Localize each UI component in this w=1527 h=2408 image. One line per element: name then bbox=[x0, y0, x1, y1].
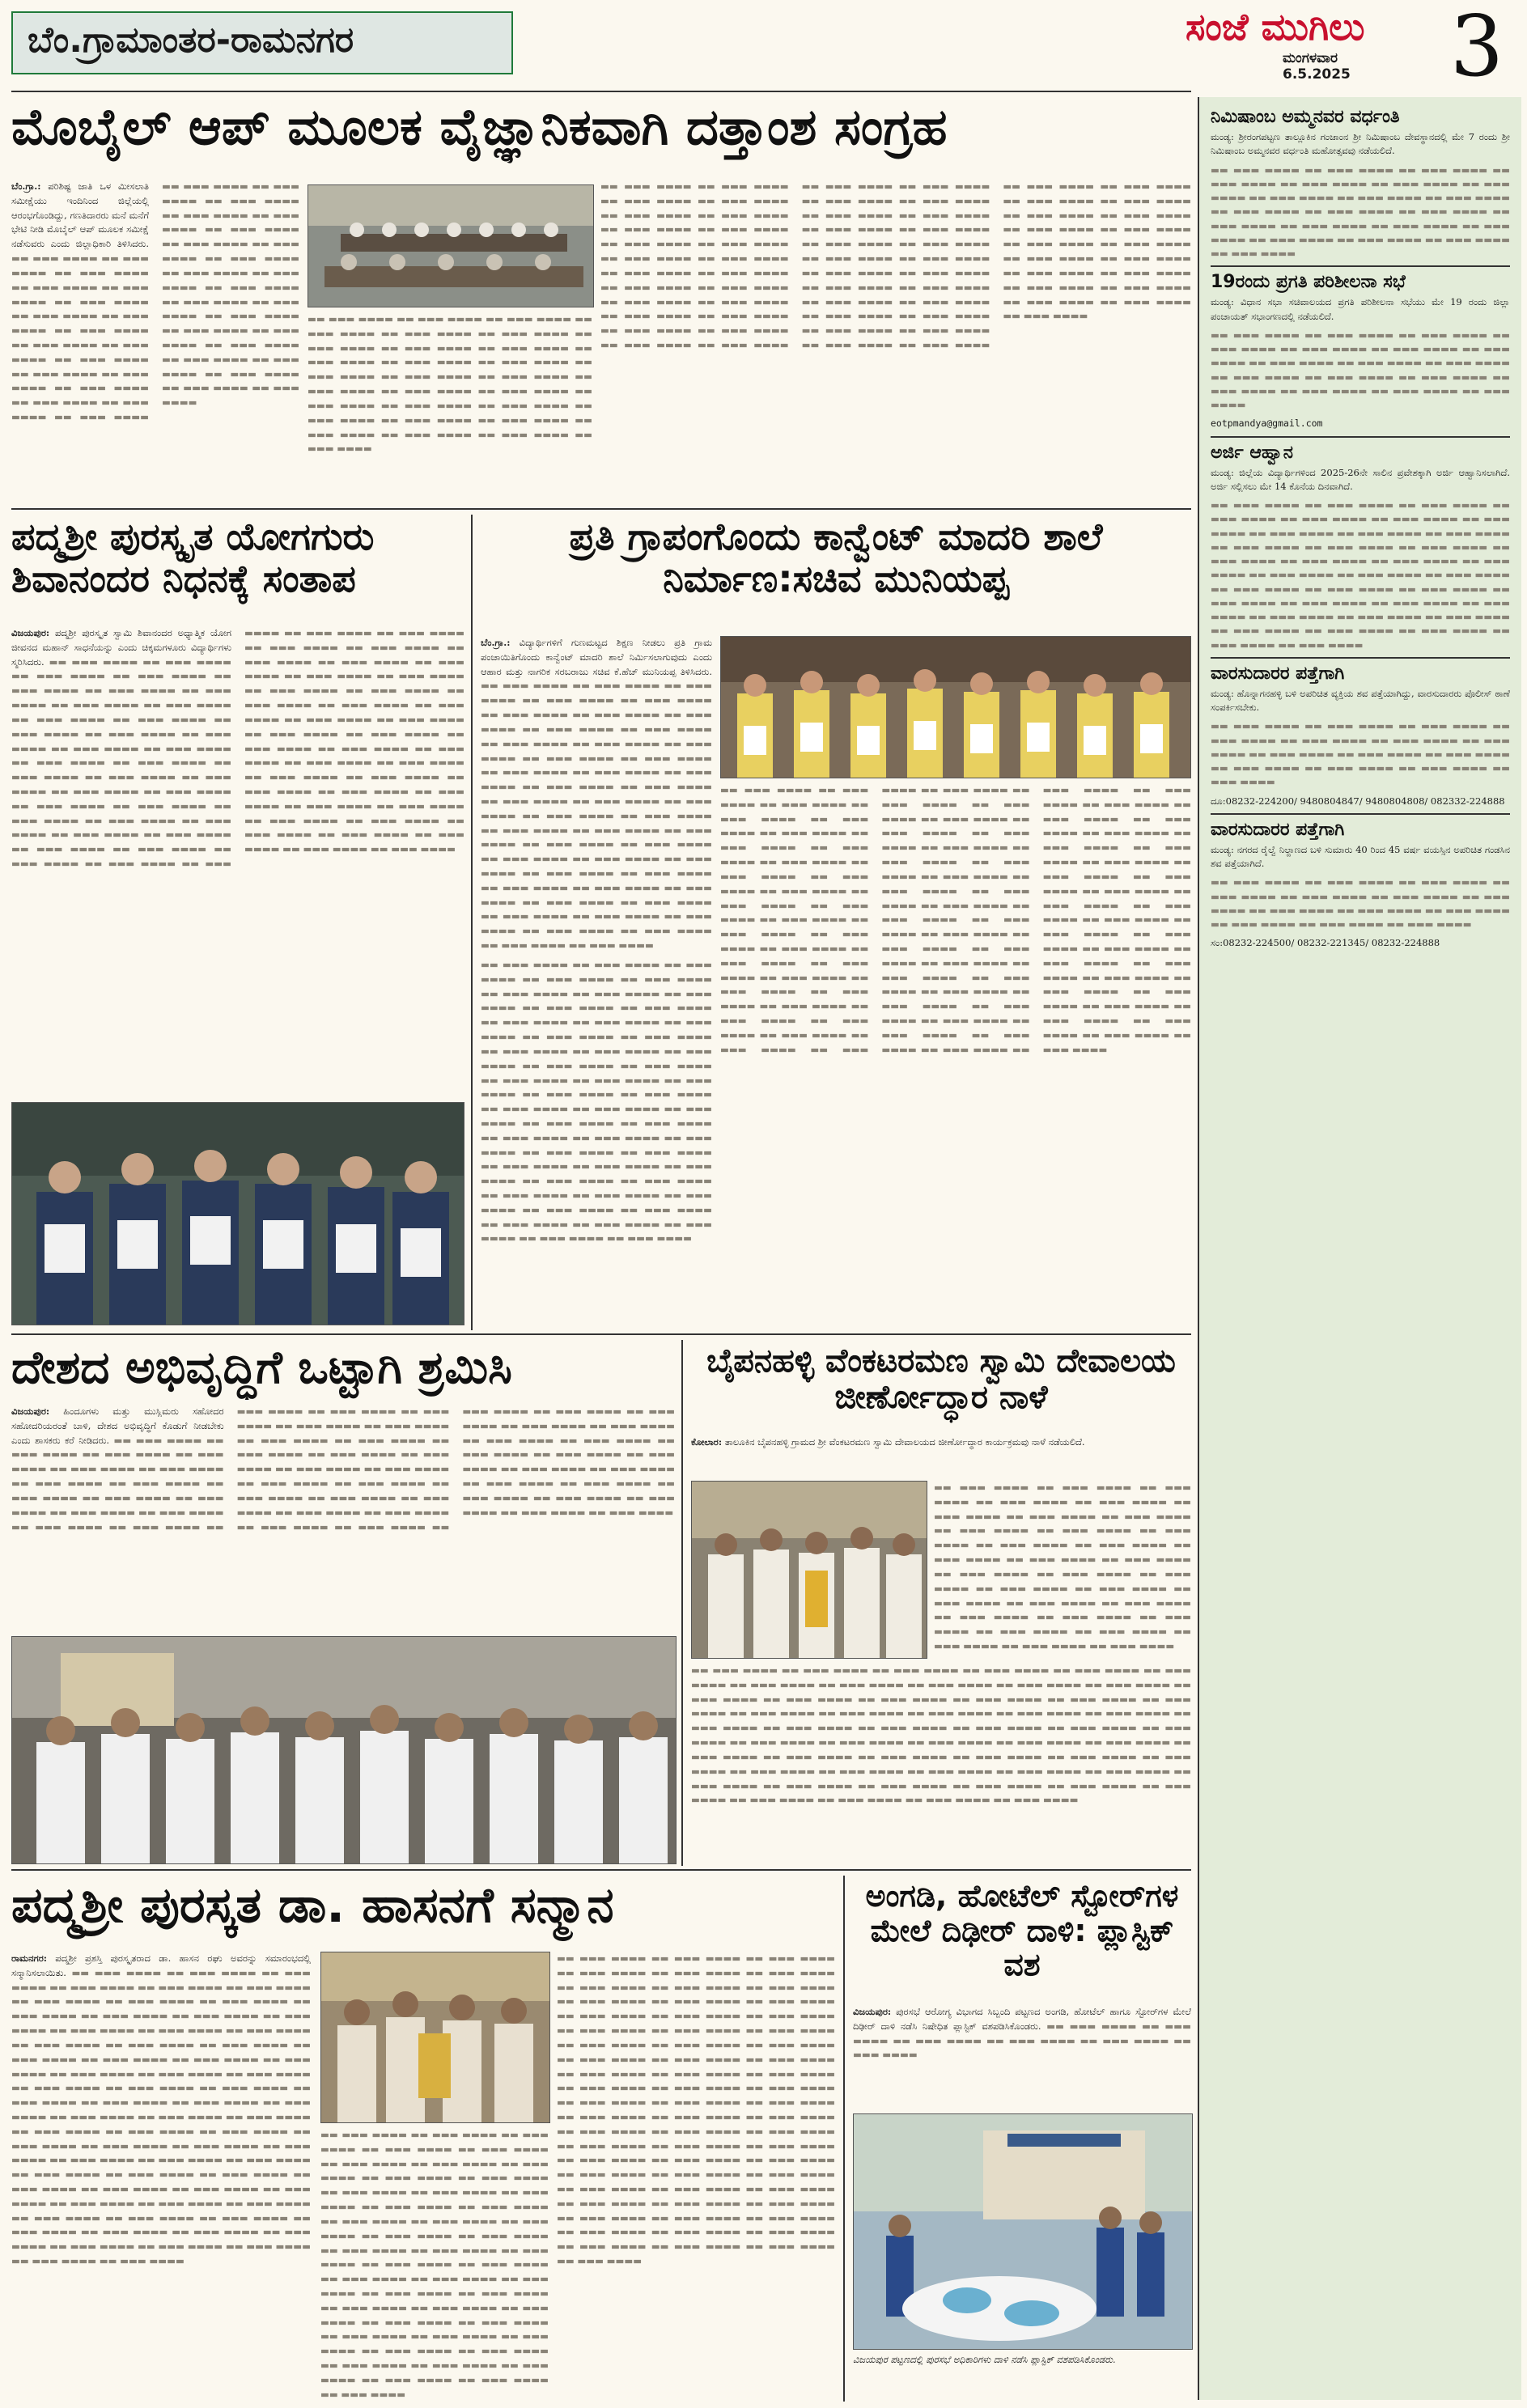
sidebar-text: ಮಂಡ್ಯ: ಜಿಲ್ಲೆಯ ವಿದ್ಯಾರ್ಥಿಗಳಿಂದ 2025-26ನೇ ಸಾಲಿನ ಪ್ರವೇಶಕ್ಕಾಗಿ ಅರ್ಜಿ ಆಹ್ವಾನಿಸಲಾಗಿದೆ. ಅರ್ಜಿ ಸಲ್ಲಿಸಲು ಮೇ 14 ಕೊನೆಯ ದಿನವಾಗಿದೆ. bbox=[1211, 466, 1510, 492]
students-photo bbox=[11, 1102, 464, 1325]
dateline: ಬೆಂ.ಗ್ರಾ.: bbox=[481, 637, 511, 648]
article-body-right: ▬▬ ▬▬▬ ▬▬▬▬ ▬▬ ▬▬▬ ▬▬▬▬ ▬▬ ▬▬▬ ▬▬▬▬ ▬▬ ▬▬▬ ▬▬▬▬ ▬▬ ▬▬▬ ▬▬▬▬ ▬▬ ▬▬▬ ▬▬▬▬ ▬▬ ▬▬▬ ▬▬▬▬ ▬▬ ▬▬▬ ▬▬▬▬ ▬▬ ▬▬▬ ▬▬▬▬ ▬▬ ▬▬▬ ▬▬▬▬ ▬▬ ▬▬▬ ▬▬▬▬ ▬▬ ▬▬▬ ▬▬▬▬ ▬▬ ▬▬▬ ▬▬▬▬ ▬▬ ▬▬▬ ▬▬▬▬ ▬▬ ▬▬▬ ▬▬▬▬ ▬▬ ▬▬▬ ▬▬▬▬ ▬▬ ▬▬▬ ▬▬▬▬ ▬▬ ▬▬▬ ▬▬▬▬ ▬▬ ▬▬▬ ▬▬▬▬ ▬▬ ▬▬▬ ▬▬▬▬ ▬▬ ▬▬▬ ▬▬▬▬ ▬▬ ▬▬▬ ▬▬▬▬ ▬▬ ▬▬▬ ▬▬▬▬ ▬▬ ▬▬▬ ▬▬▬▬ ▬▬ ▬▬▬ ▬▬▬▬ ▬▬ ▬▬▬ ▬▬▬▬ ▬▬ ▬▬▬ ▬▬▬▬ ▬▬ ▬▬▬ ▬▬▬▬ ▬▬ ▬▬▬ ▬▬▬▬ ▬▬ ▬▬▬ ▬▬▬▬ ▬▬ ▬▬▬ ▬▬▬▬ ▬▬ ▬▬▬ ▬▬▬▬ ▬▬ ▬▬▬ ▬▬▬▬ ▬▬ ▬▬▬ ▬▬▬▬ ▬▬ ▬▬▬ ▬▬▬▬ ▬▬ ▬▬▬ ▬▬▬▬ ▬▬ ▬▬▬ ▬▬▬▬ ▬▬ ▬▬▬ ▬▬▬▬ ▬▬ ▬▬▬ ▬▬▬▬ ▬▬ ▬▬▬ ▬▬▬▬ ▬▬ ▬▬▬ ▬▬▬▬ ▬▬ ▬▬▬ ▬▬▬▬ ▬▬ ▬▬▬ ▬▬▬▬ ▬▬ ▬▬▬ ▬▬▬▬ ▬▬ ▬▬▬ ▬▬▬▬ ▬▬ ▬▬▬ ▬▬▬▬ ▬▬ ▬▬▬ ▬▬▬▬ ▬▬ ▬▬▬ ▬▬▬▬ ▬▬ ▬▬▬ ▬▬▬▬ ▬▬ ▬▬▬ ▬▬▬▬ ▬▬ ▬▬▬ ▬▬▬▬ ▬▬ ▬▬▬ ▬▬▬▬ ▬▬ ▬▬▬ ▬▬▬▬ ▬▬ ▬▬▬ ▬▬▬▬ ▬▬ ▬▬▬ ▬▬▬▬ ▬▬ ▬▬▬ ▬▬▬▬ ▬▬ ▬▬▬ ▬▬▬▬ ▬▬ ▬▬▬ ▬▬▬▬ ▬▬ ▬▬▬ ▬▬▬▬ ▬▬ ▬▬▬ ▬▬▬▬ ▬▬ ▬▬▬ ▬▬▬▬ ▬▬ ▬▬▬ ▬▬▬▬ ▬▬ ▬▬▬ ▬▬▬▬ ▬▬ ▬▬▬ ▬▬▬▬ bbox=[557, 1952, 835, 2267]
article-headline: ಪದ್ಮಶ್ರೀ ಪುರಸ್ಕತ ಡಾ. ಹಾಸನಗೆ ಸನ್ಮಾನ bbox=[11, 1879, 614, 1934]
page-number: 3 bbox=[1449, 0, 1504, 93]
article-body: ಬೆಂ.ಗ್ರಾ.: ಪರಿಶಿಷ್ಟ ಜಾತಿ ಒಳ ಮೀಸಲಾತಿ ಸಮೀಕ್ಷೆಯು ಇಂದಿನಿಂದ ಜಿಲ್ಲೆಯಲ್ಲಿ ಆರಂಭಗೊಂಡಿದ್ದು, ಗಣತಿದಾರರು ಮನೆ ಮನೆಗೆ ಭೇಟಿ ನೀಡಿ ಮೊಬೈಲ್ ಆಪ್ ಮೂಲಕ ಸಮೀಕ್ಷೆ ನಡೆಸುವರು ಎಂದು ಜಿಲ್ಲಾಧಿಕಾರಿ ತಿಳಿಸಿದರು. ▬▬ ▬▬▬ ▬▬▬▬ ▬▬ ▬▬▬ ▬▬▬▬ ▬▬ ▬▬▬ ▬▬▬▬ ▬▬ ▬▬▬ ▬▬▬▬ ▬▬ ▬▬▬ ▬▬▬▬ ▬▬ ▬▬▬ ▬▬▬▬ ▬▬ ▬▬▬ ▬▬▬▬ ▬▬ ▬▬▬ ▬▬▬▬ ▬▬ ▬▬▬ ▬▬▬▬ ▬▬ ▬▬▬ ▬▬▬▬ ▬▬ ▬▬▬ ▬▬▬▬ ▬▬ ▬▬▬ ▬▬▬▬ ▬▬ ▬▬▬ ▬▬▬▬ ▬▬ ▬▬▬ ▬▬▬▬ ▬▬ ▬▬▬ ▬▬▬▬ ▬▬ ▬▬▬ ▬▬▬▬ ▬▬ ▬▬▬ ▬▬▬▬ ▬▬ ▬▬▬ ▬▬▬▬ ▬▬ ▬▬▬ ▬▬▬▬ ▬▬ ▬▬▬ ▬▬▬▬ ▬▬ ▬▬▬ ▬▬▬▬ ▬▬ ▬▬▬ ▬▬▬▬ ▬▬ ▬▬▬ ▬▬▬▬ ▬▬ ▬▬▬ ▬▬▬▬ ▬▬ ▬▬▬ ▬▬▬▬ ▬▬ ▬▬▬ ▬▬▬▬ ▬▬ ▬▬▬ ▬▬▬▬ ▬▬ ▬▬▬ ▬▬▬▬ ▬▬ ▬▬▬ ▬▬▬▬ ▬▬ ▬▬▬ ▬▬▬▬ ▬▬ ▬▬▬ ▬▬▬▬ ▬▬ ▬▬▬ ▬▬▬▬ ▬▬ ▬▬▬ ▬▬▬▬ ▬▬ ▬▬▬ ▬▬▬▬ ▬▬ ▬▬▬ ▬▬▬▬ ▬▬ ▬▬▬ ▬▬▬▬ ▬▬ ▬▬▬ ▬▬▬▬ ▬▬ ▬▬▬ ▬▬▬▬ ▬▬ ▬▬▬ ▬▬▬▬ ▬▬ ▬▬▬ ▬▬▬▬ ▬▬ ▬▬▬ ▬▬▬▬ bbox=[11, 180, 299, 422]
logo-text: ಸಂಜೆ ಮುಗಿಲು bbox=[1186, 5, 1365, 49]
article-lead: ಹಿಂದೂಗಳು ಮತ್ತು ಮುಸ್ಲಿಮರು ಸಹೋದರ ಸಹೋದರಿಯರಂತೆ ಬಾಳಿ, ದೇಶದ ಅಭಿವೃದ್ಧಿಗೆ ಕೊಡುಗೆ ನೀಡಬೇಕು ಎಂದು ಶಾಸಕರು ಕರೆ ನೀಡಿದರು. bbox=[11, 1405, 224, 1446]
sidebar-phone: ಸಂ:08232-224500/ 08232-221345/ 08232-224888 bbox=[1211, 937, 1440, 949]
divider bbox=[843, 1876, 845, 2402]
article-headline: ಅಂಗಡಿ, ಹೋಟೆಲ್ ಸ್ಟೋರ್‌ಗಳ ಮೇಲೆ ದಿಢೀರ್ ದಾಳಿ: ಪ್ಲಾಸ್ಟಿಕ್ ವಶ bbox=[865, 1879, 1179, 1983]
temple-photo bbox=[691, 1481, 927, 1659]
sidebar-email[interactable]: eotpmandya@gmail.com bbox=[1211, 418, 1323, 430]
section-label: ಬೆಂ.ಗ್ರಾಮಾಂತರ-ರಾಮನಗರ bbox=[28, 19, 354, 61]
dateline: ವಿಜಯಪುರ: bbox=[11, 627, 50, 638]
divider bbox=[11, 1869, 1191, 1871]
article-body: ವಿಜಯಪುರ: ಪದ್ಮಶ್ರೀ ಪುರಸ್ಕೃತ ಸ್ವಾಮಿ ಶಿವಾನಂದರ ಅಧ್ಯಾತ್ಮಿಕ ಯೋಗ ಜೀವನದ ಮಹಾನ್ ಸಾಧನೆಯನ್ನು ಎಂದು ಚಿಕ್ಕಮಗಳೂರು ವಿದ್ಯಾರ್ಥಿಗಳು ಸ್ಮರಿಸಿದರು. ▬▬ ▬▬▬ ▬▬▬▬ ▬▬ ▬▬▬ ▬▬▬▬ ▬▬ ▬▬▬ ▬▬▬▬ ▬▬ ▬▬▬ ▬▬▬▬ ▬▬ ▬▬▬ ▬▬▬▬ ▬▬ ▬▬▬ ▬▬▬▬ ▬▬ ▬▬▬ ▬▬▬▬ ▬▬ ▬▬▬ ▬▬▬▬ ▬▬ ▬▬▬ ▬▬▬▬ ▬▬ ▬▬▬ ▬▬▬▬ ▬▬ ▬▬▬ ▬▬▬▬ ▬▬ ▬▬▬ ▬▬▬▬ ▬▬ ▬▬▬ ▬▬▬▬ ▬▬ ▬▬▬ ▬▬▬▬ ▬▬ ▬▬▬ ▬▬▬▬ ▬▬ ▬▬▬ ▬▬▬▬ ▬▬ ▬▬▬ ▬▬▬▬ ▬▬ ▬▬▬ ▬▬▬▬ ▬▬ ▬▬▬ ▬▬▬▬ ▬▬ ▬▬▬ ▬▬▬▬ ▬▬ ▬▬▬ ▬▬▬▬ ▬▬ ▬▬▬ ▬▬▬▬ ▬▬ ▬▬▬ ▬▬▬▬ ▬▬ ▬▬▬ ▬▬▬▬ ▬▬ ▬▬▬ ▬▬▬▬ ▬▬ ▬▬▬ ▬▬▬▬ ▬▬ ▬▬▬ ▬▬▬▬ ▬▬ ▬▬▬ ▬▬▬▬ ▬▬ ▬▬▬ ▬▬▬▬ ▬▬ ▬▬▬ ▬▬▬▬ ▬▬ ▬▬▬ ▬▬▬▬ ▬▬ ▬▬▬ ▬▬▬▬ ▬▬ ▬▬▬ ▬▬▬▬ ▬▬ ▬▬▬ ▬▬▬▬ ▬▬ ▬▬▬ ▬▬▬▬ ▬▬ ▬▬▬ ▬▬▬▬ ▬▬ ▬▬▬ ▬▬▬▬ ▬▬ ▬▬▬ ▬▬▬▬ ▬▬ ▬▬▬ ▬▬▬▬ ▬▬ ▬▬▬ ▬▬▬▬ ▬▬ ▬▬▬ ▬▬▬▬ ▬▬ ▬▬▬ ▬▬▬▬ ▬▬ ▬▬▬ ▬▬▬▬ ▬▬ ▬▬▬ ▬▬▬▬ ▬▬ ▬▬▬ ▬▬▬▬ ▬▬ ▬▬▬ ▬▬▬▬ ▬▬ ▬▬▬ ▬▬▬▬ ▬▬ ▬▬▬ ▬▬▬▬ ▬▬ ▬▬▬ ▬▬▬▬ ▬▬ ▬▬▬ ▬▬▬▬ ▬▬ ▬▬▬ ▬▬▬▬ ▬▬ ▬▬▬ ▬▬▬▬ ▬▬ ▬▬▬ ▬▬▬▬ ▬▬ ▬▬▬ ▬▬▬▬ ▬▬ ▬▬▬ ▬▬▬▬ ▬▬ ▬▬▬ ▬▬▬▬ ▬▬ ▬▬▬ ▬▬▬▬ ▬▬ ▬▬▬ ▬▬▬▬ ▬▬ ▬▬▬ ▬▬▬▬ ▬▬ ▬▬▬ ▬▬▬▬ ▬▬ ▬▬▬ ▬▬▬▬ ▬▬ ▬▬▬ ▬▬▬▬ ▬▬ ▬▬▬ ▬▬▬▬ ▬▬ ▬▬▬ ▬▬▬▬ ▬▬ ▬▬▬ ▬▬▬▬ ▬▬ ▬▬▬ ▬▬▬▬ ▬▬ ▬▬▬ ▬▬▬▬ ▬▬ ▬▬▬ ▬▬▬▬ ▬▬ ▬▬▬ ▬▬▬▬ ▬▬ ▬▬▬ ▬▬▬▬ ▬▬ ▬▬▬ ▬▬▬▬ ▬▬ ▬▬▬ ▬▬▬▬ bbox=[11, 627, 464, 869]
article-body-right: ▬▬ ▬▬▬ ▬▬▬▬ ▬▬ ▬▬▬ ▬▬▬▬ ▬▬ ▬▬▬ ▬▬▬▬ ▬▬ ▬▬▬ ▬▬▬▬ ▬▬ ▬▬▬ ▬▬▬▬ ▬▬ ▬▬▬ ▬▬▬▬ ▬▬ ▬▬▬ ▬▬▬▬ ▬▬ ▬▬▬ ▬▬▬▬ ▬▬ ▬▬▬ ▬▬▬▬ ▬▬ ▬▬▬ ▬▬▬▬ ▬▬ ▬▬▬ ▬▬▬▬ ▬▬ ▬▬▬ ▬▬▬▬ ▬▬ ▬▬▬ ▬▬▬▬ ▬▬ ▬▬▬ ▬▬▬▬ ▬▬ ▬▬▬ ▬▬▬▬ ▬▬ ▬▬▬ ▬▬▬▬ ▬▬ ▬▬▬ ▬▬▬▬ ▬▬ ▬▬▬ ▬▬▬▬ ▬▬ ▬▬▬ ▬▬▬▬ ▬▬ ▬▬▬ ▬▬▬▬ ▬▬ ▬▬▬ ▬▬▬▬ ▬▬ ▬▬▬ ▬▬▬▬ ▬▬ ▬▬▬ ▬▬▬▬ ▬▬ ▬▬▬ ▬▬▬▬ ▬▬ ▬▬▬ ▬▬▬▬ ▬▬ ▬▬▬ ▬▬▬▬ ▬▬ ▬▬▬ ▬▬▬▬ ▬▬ ▬▬▬ ▬▬▬▬ ▬▬ ▬▬▬ ▬▬▬▬ ▬▬ ▬▬▬ ▬▬▬▬ ▬▬ ▬▬▬ ▬▬▬▬ ▬▬ ▬▬▬ ▬▬▬▬ ▬▬ ▬▬▬ ▬▬▬▬ ▬▬ ▬▬▬ ▬▬▬▬ ▬▬ ▬▬▬ ▬▬▬▬ ▬▬ ▬▬▬ ▬▬▬▬ ▬▬ ▬▬▬ ▬▬▬▬ ▬▬ ▬▬▬ ▬▬▬▬ ▬▬ ▬▬▬ ▬▬▬▬ ▬▬ ▬▬▬ ▬▬▬▬ ▬▬ ▬▬▬ ▬▬▬▬ ▬▬ ▬▬▬ ▬▬▬▬ ▬▬ ▬▬▬ ▬▬▬▬ ▬▬ ▬▬▬ ▬▬▬▬ ▬▬ ▬▬▬ ▬▬▬▬ ▬▬ ▬▬▬ ▬▬▬▬ ▬▬ ▬▬▬ ▬▬▬▬ ▬▬ ▬▬▬ ▬▬▬▬ ▬▬ ▬▬▬ ▬▬▬▬ ▬▬ ▬▬▬ ▬▬▬▬ ▬▬ ▬▬▬ ▬▬▬▬ ▬▬ ▬▬▬ ▬▬▬▬ ▬▬ ▬▬▬ ▬▬▬▬ ▬▬ ▬▬▬ ▬▬▬▬ ▬▬ ▬▬▬ ▬▬▬▬ ▬▬ ▬▬▬ ▬▬▬▬ ▬▬ ▬▬▬ ▬▬▬▬ ▬▬ ▬▬▬ ▬▬▬▬ ▬▬ ▬▬▬ ▬▬▬▬ ▬▬ ▬▬▬ ▬▬▬▬ ▬▬ ▬▬▬ ▬▬▬▬ ▬▬ ▬▬▬ ▬▬▬▬ ▬▬ ▬▬▬ ▬▬▬▬ ▬▬ ▬▬▬ ▬▬▬▬ ▬▬ ▬▬▬ ▬▬▬▬ ▬▬ ▬▬▬ ▬▬▬▬ ▬▬ ▬▬▬ ▬▬▬▬ bbox=[600, 180, 1191, 350]
dateline: ರಾಮನಗರ: bbox=[11, 1952, 48, 1964]
divider bbox=[11, 508, 1191, 510]
section-banner bbox=[11, 11, 513, 74]
article-lead: ಪದ್ಮಶ್ರೀ ಪ್ರಶಸ್ತಿ ಪುರಸ್ಕೃತರಾದ ಡಾ. ಹಾಸನ ರಘು ಅವರನ್ನು ಸಮಾರಂಭದಲ್ಲಿ ಸನ್ಮಾನಿಸಲಾಯಿತು. bbox=[11, 1952, 311, 1978]
article-body: ರಾಮನಗರ: ಪದ್ಮಶ್ರೀ ಪ್ರಶಸ್ತಿ ಪುರಸ್ಕೃತರಾದ ಡಾ. ಹಾಸನ ರಘು ಅವರನ್ನು ಸಮಾರಂಭದಲ್ಲಿ ಸನ್ಮಾನಿಸಲಾಯಿತು. ▬▬ ▬▬▬ ▬▬▬▬ ▬▬ ▬▬▬ ▬▬▬▬ ▬▬ ▬▬▬ ▬▬▬▬ ▬▬ ▬▬▬ ▬▬▬▬ ▬▬ ▬▬▬ ▬▬▬▬ ▬▬ ▬▬▬ ▬▬▬▬ ▬▬ ▬▬▬ ▬▬▬▬ ▬▬ ▬▬▬ ▬▬▬▬ ▬▬ ▬▬▬ ▬▬▬▬ ▬▬ ▬▬▬ ▬▬▬▬ ▬▬ ▬▬▬ ▬▬▬▬ ▬▬ ▬▬▬ ▬▬▬▬ ▬▬ ▬▬▬ ▬▬▬▬ ▬▬ ▬▬▬ ▬▬▬▬ ▬▬ ▬▬▬ ▬▬▬▬ ▬▬ ▬▬▬ ▬▬▬▬ ▬▬ ▬▬▬ ▬▬▬▬ ▬▬ ▬▬▬ ▬▬▬▬ ▬▬ ▬▬▬ ▬▬▬▬ ▬▬ ▬▬▬ ▬▬▬▬ ▬▬ ▬▬▬ ▬▬▬▬ ▬▬ ▬▬▬ ▬▬▬▬ ▬▬ ▬▬▬ ▬▬▬▬ ▬▬ ▬▬▬ ▬▬▬▬ ▬▬ ▬▬▬ ▬▬▬▬ ▬▬ ▬▬▬ ▬▬▬▬ ▬▬ ▬▬▬ ▬▬▬▬ ▬▬ ▬▬▬ ▬▬▬▬ ▬▬ ▬▬▬ ▬▬▬▬ ▬▬ ▬▬▬ ▬▬▬▬ ▬▬ ▬▬▬ ▬▬▬▬ ▬▬ ▬▬▬ ▬▬▬▬ ▬▬ ▬▬▬ ▬▬▬▬ ▬▬ ▬▬▬ ▬▬▬▬ ▬▬ ▬▬▬ ▬▬▬▬ ▬▬ ▬▬▬ ▬▬▬▬ ▬▬ ▬▬▬ ▬▬▬▬ ▬▬ ▬▬▬ ▬▬▬▬ ▬▬ ▬▬▬ ▬▬▬▬ ▬▬ ▬▬▬ ▬▬▬▬ ▬▬ ▬▬▬ ▬▬▬▬ ▬▬ ▬▬▬ ▬▬▬▬ ▬▬ ▬▬▬ ▬▬▬▬ ▬▬ ▬▬▬ ▬▬▬▬ ▬▬ ▬▬▬ ▬▬▬▬ ▬▬ ▬▬▬ ▬▬▬▬ ▬▬ ▬▬▬ ▬▬▬▬ ▬▬ ▬▬▬ ▬▬▬▬ ▬▬ ▬▬▬ ▬▬▬▬ ▬▬ ▬▬▬ ▬▬▬▬ ▬▬ ▬▬▬ ▬▬▬▬ ▬▬ ▬▬▬ ▬▬▬▬ ▬▬ ▬▬▬ ▬▬▬▬ ▬▬ ▬▬▬ ▬▬▬▬ ▬▬ ▬▬▬ ▬▬▬▬ ▬▬ ▬▬▬ ▬▬▬▬ ▬▬ ▬▬▬ ▬▬▬▬ ▬▬ ▬▬▬ ▬▬▬▬ ▬▬ ▬▬▬ ▬▬▬▬ ▬▬ ▬▬▬ ▬▬▬▬ ▬▬ ▬▬▬ ▬▬▬▬ ▬▬ ▬▬▬ ▬▬▬▬ ▬▬ ▬▬▬ ▬▬▬▬ ▬▬ ▬▬▬ ▬▬▬▬ ▬▬ ▬▬▬ ▬▬▬▬ ▬▬ ▬▬▬ ▬▬▬▬ ▬▬ ▬▬▬ ▬▬▬▬ ▬▬ ▬▬▬ ▬▬▬▬ bbox=[11, 1952, 311, 2267]
sidebar bbox=[1198, 97, 1521, 2400]
sidebar-continuation: ▬▬ ▬▬▬ ▬▬▬▬ ▬▬ ▬▬▬ ▬▬▬▬ ▬▬ ▬▬▬ ▬▬▬▬ ▬▬ ▬▬▬ ▬▬▬▬ ▬▬ ▬▬▬ ▬▬▬▬ ▬▬ ▬▬▬ ▬▬▬▬ ▬▬ ▬▬▬ ▬▬▬▬ ▬▬ ▬▬▬ ▬▬▬▬ ▬▬ ▬▬▬ ▬▬▬▬ ▬▬ ▬▬▬ ▬▬▬▬ ▬▬ ▬▬▬ ▬▬▬▬ ▬▬ ▬▬▬ ▬▬▬▬ ▬▬ ▬▬▬ ▬▬▬▬ ▬▬ ▬▬▬ ▬▬▬▬ bbox=[1211, 720, 1510, 788]
article-headline: ಮೊಬೈಲ್ ಆಪ್ ಮೂಲಕ ವೈಜ್ಞಾನಿಕವಾಗಿ ದತ್ತಾಂಶ ಸಂಗ್ರಹ bbox=[11, 99, 948, 156]
sidebar-heading: ವಾರಸುದಾರರ ಪತ್ತೆಗಾಗಿ bbox=[1211, 819, 1345, 840]
article-body-mid: ▬▬ ▬▬▬ ▬▬▬▬ ▬▬ ▬▬▬ ▬▬▬▬ ▬▬ ▬▬▬ ▬▬▬▬ ▬▬ ▬▬▬ ▬▬▬▬ ▬▬ ▬▬▬ ▬▬▬▬ ▬▬ ▬▬▬ ▬▬▬▬ ▬▬ ▬▬▬ ▬▬▬▬ ▬▬ ▬▬▬ ▬▬▬▬ ▬▬ ▬▬▬ ▬▬▬▬ ▬▬ ▬▬▬ ▬▬▬▬ ▬▬ ▬▬▬ ▬▬▬▬ ▬▬ ▬▬▬ ▬▬▬▬ ▬▬ ▬▬▬ ▬▬▬▬ ▬▬ ▬▬▬ ▬▬▬▬ ▬▬ ▬▬▬ ▬▬▬▬ ▬▬ ▬▬▬ ▬▬▬▬ ▬▬ ▬▬▬ ▬▬▬▬ ▬▬ ▬▬▬ ▬▬▬▬ ▬▬ ▬▬▬ ▬▬▬▬ ▬▬ ▬▬▬ ▬▬▬▬ ▬▬ ▬▬▬ ▬▬▬▬ ▬▬ ▬▬▬ ▬▬▬▬ ▬▬ ▬▬▬ ▬▬▬▬ ▬▬ ▬▬▬ ▬▬▬▬ ▬▬ ▬▬▬ ▬▬▬▬ ▬▬ ▬▬▬ ▬▬▬▬ ▬▬ ▬▬▬ ▬▬▬▬ ▬▬ ▬▬▬ ▬▬▬▬ ▬▬ ▬▬▬ ▬▬▬▬ ▬▬ ▬▬▬ ▬▬▬▬ ▬▬ ▬▬▬ ▬▬▬▬ ▬▬ ▬▬▬ ▬▬▬▬ ▬▬ ▬▬▬ ▬▬▬▬ ▬▬ ▬▬▬ ▬▬▬▬ ▬▬ ▬▬▬ ▬▬▬▬ ▬▬ ▬▬▬ ▬▬▬▬ ▬▬ ▬▬▬ ▬▬▬▬ ▬▬ ▬▬▬ ▬▬▬▬ ▬▬ ▬▬▬ ▬▬▬▬ ▬▬ ▬▬▬ ▬▬▬▬ ▬▬ ▬▬▬ ▬▬▬▬ ▬▬ ▬▬▬ ▬▬▬▬ ▬▬ ▬▬▬ ▬▬▬▬ ▬▬ ▬▬▬ ▬▬▬▬ ▬▬ ▬▬▬ ▬▬▬▬ ▬▬ ▬▬▬ ▬▬▬▬ bbox=[320, 2129, 549, 2400]
article-body: ಬೆಂ.ಗ್ರಾ.: ವಿದ್ಯಾರ್ಥಿಗಳಿಗೆ ಗುಣಮಟ್ಟದ ಶಿಕ್ಷಣ ನೀಡಲು ಪ್ರತಿ ಗ್ರಾಮ ಪಂಚಾಯಿತಿಗೊಂದು ಕಾನ್ವೆಂಟ್ ಮಾದರಿ ಶಾಲೆ ನಿರ್ಮಿಸಲಾಗುವುದು ಎಂದು ಆಹಾರ ಮತ್ತು ನಾಗರಿಕ ಸರಬರಾಜು ಸಚಿವ ಕೆ.ಹೆಚ್ ಮುನಿಯಪ್ಪ ತಿಳಿಸಿದರು. ▬▬ ▬▬▬ ▬▬▬▬ ▬▬ ▬▬▬ ▬▬▬▬ ▬▬ ▬▬▬ ▬▬▬▬ ▬▬ ▬▬▬ ▬▬▬▬ ▬▬ ▬▬▬ ▬▬▬▬ ▬▬ ▬▬▬ ▬▬▬▬ ▬▬ ▬▬▬ ▬▬▬▬ ▬▬ ▬▬▬ ▬▬▬▬ ▬▬ ▬▬▬ ▬▬▬▬ ▬▬ ▬▬▬ ▬▬▬▬ ▬▬ ▬▬▬ ▬▬▬▬ ▬▬ ▬▬▬ ▬▬▬▬ ▬▬ ▬▬▬ ▬▬▬▬ ▬▬ ▬▬▬ ▬▬▬▬ ▬▬ ▬▬▬ ▬▬▬▬ ▬▬ ▬▬▬ ▬▬▬▬ ▬▬ ▬▬▬ ▬▬▬▬ ▬▬ ▬▬▬ ▬▬▬▬ ▬▬ ▬▬▬ ▬▬▬▬ ▬▬ ▬▬▬ ▬▬▬▬ ▬▬ ▬▬▬ ▬▬▬▬ ▬▬ ▬▬▬ ▬▬▬▬ ▬▬ ▬▬▬ ▬▬▬▬ ▬▬ ▬▬▬ ▬▬▬▬ ▬▬ ▬▬▬ ▬▬▬▬ ▬▬ ▬▬▬ ▬▬▬▬ ▬▬ ▬▬▬ ▬▬▬▬ ▬▬ ▬▬▬ ▬▬▬▬ ▬▬ ▬▬▬ ▬▬▬▬ ▬▬ ▬▬▬ ▬▬▬▬ ▬▬ ▬▬▬ ▬▬▬▬ ▬▬ ▬▬▬ ▬▬▬▬ ▬▬ ▬▬▬ ▬▬▬▬ ▬▬ ▬▬▬ ▬▬▬▬ ▬▬ ▬▬▬ ▬▬▬▬ ▬▬ ▬▬▬ ▬▬▬▬ ▬▬ ▬▬▬ ▬▬▬▬ ▬▬ ▬▬▬ ▬▬▬▬ ▬▬ ▬▬▬ ▬▬▬▬ ▬▬ ▬▬▬ ▬▬▬▬ ▬▬ ▬▬▬ ▬▬▬▬ ▬▬ ▬▬▬ ▬▬▬▬ ▬▬ ▬▬▬ ▬▬▬▬ ▬▬ ▬▬▬ ▬▬▬▬ ▬▬ ▬▬▬ ▬▬▬▬ ▬▬ ▬▬▬ ▬▬▬▬ ▬▬ ▬▬▬ ▬▬▬▬ bbox=[481, 637, 712, 952]
article-body: ವಿಜಯಪುರ: ಹಿಂದೂಗಳು ಮತ್ತು ಮುಸ್ಲಿಮರು ಸಹೋದರ ಸಹೋದರಿಯರಂತೆ ಬಾಳಿ, ದೇಶದ ಅಭಿವೃದ್ಧಿಗೆ ಕೊಡುಗೆ ನೀಡಬೇಕು ಎಂದು ಶಾಸಕರು ಕರೆ ನೀಡಿದರು. ▬▬ ▬▬▬ ▬▬▬▬ ▬▬ ▬▬▬ ▬▬▬▬ ▬▬ ▬▬▬ ▬▬▬▬ ▬▬ ▬▬▬ ▬▬▬▬ ▬▬ ▬▬▬ ▬▬▬▬ ▬▬ ▬▬▬ ▬▬▬▬ ▬▬ ▬▬▬ ▬▬▬▬ ▬▬ ▬▬▬ ▬▬▬▬ ▬▬ ▬▬▬ ▬▬▬▬ ▬▬ ▬▬▬ ▬▬▬▬ ▬▬ ▬▬▬ ▬▬▬▬ ▬▬ ▬▬▬ ▬▬▬▬ ▬▬ ▬▬▬ ▬▬▬▬ ▬▬ ▬▬▬ ▬▬▬▬ ▬▬ ▬▬▬ ▬▬▬▬ ▬▬ ▬▬▬ ▬▬▬▬ ▬▬ ▬▬▬ ▬▬▬▬ ▬▬ ▬▬▬ ▬▬▬▬ ▬▬ ▬▬▬ ▬▬▬▬ ▬▬ ▬▬▬ ▬▬▬▬ ▬▬ ▬▬▬ ▬▬▬▬ ▬▬ ▬▬▬ ▬▬▬▬ ▬▬ ▬▬▬ ▬▬▬▬ ▬▬ ▬▬▬ ▬▬▬▬ ▬▬ ▬▬▬ ▬▬▬▬ ▬▬ ▬▬▬ ▬▬▬▬ ▬▬ ▬▬▬ ▬▬▬▬ ▬▬ ▬▬▬ ▬▬▬▬ ▬▬ ▬▬▬ ▬▬▬▬ ▬▬ ▬▬▬ ▬▬▬▬ ▬▬ ▬▬▬ ▬▬▬▬ ▬▬ ▬▬▬ ▬▬▬▬ ▬▬ ▬▬▬ ▬▬▬▬ ▬▬ ▬▬▬ ▬▬▬▬ ▬▬ ▬▬▬ ▬▬▬▬ ▬▬ ▬▬▬ ▬▬▬▬ ▬▬ ▬▬▬ ▬▬▬▬ ▬▬ ▬▬▬ ▬▬▬▬ ▬▬ ▬▬▬ ▬▬▬▬ ▬▬ ▬▬▬ ▬▬▬▬ ▬▬ ▬▬▬ ▬▬▬▬ ▬▬ ▬▬▬ ▬▬▬▬ ▬▬ ▬▬▬ ▬▬▬▬ ▬▬ ▬▬▬ ▬▬▬▬ ▬▬ ▬▬▬ ▬▬▬▬ ▬▬ ▬▬▬ ▬▬▬▬ ▬▬ ▬▬▬ ▬▬▬▬ ▬▬ ▬▬▬ ▬▬▬▬ ▬▬ ▬▬▬ ▬▬▬▬ ▬▬ ▬▬▬ ▬▬▬▬ ▬▬ ▬▬▬ ▬▬▬▬ ▬▬ ▬▬▬ ▬▬▬▬ ▬▬ ▬▬▬ ▬▬▬▬ ▬▬ ▬▬▬ ▬▬▬▬ ▬▬ ▬▬▬ ▬▬▬▬ bbox=[11, 1405, 675, 1533]
article-body bbox=[691, 1435, 1191, 1476]
header-rule bbox=[11, 91, 1191, 92]
sidebar-heading: ವಾರಸುದಾರರ ಪತ್ತೆಗಾಗಿ bbox=[1211, 663, 1345, 684]
sidebar-heading: ಅರ್ಜಿ ಆಹ್ವಾನ bbox=[1211, 442, 1294, 463]
article-body-lower: ▬▬ ▬▬▬ ▬▬▬▬ ▬▬ ▬▬▬ ▬▬▬▬ ▬▬ ▬▬▬ ▬▬▬▬ ▬▬ ▬▬▬ ▬▬▬▬ ▬▬ ▬▬▬ ▬▬▬▬ ▬▬ ▬▬▬ ▬▬▬▬ ▬▬ ▬▬▬ ▬▬▬▬ ▬▬ ▬▬▬ ▬▬▬▬ ▬▬ ▬▬▬ ▬▬▬▬ ▬▬ ▬▬▬ ▬▬▬▬ ▬▬ ▬▬▬ ▬▬▬▬ ▬▬ ▬▬▬ ▬▬▬▬ ▬▬ ▬▬▬ ▬▬▬▬ ▬▬ ▬▬▬ ▬▬▬▬ ▬▬ ▬▬▬ ▬▬▬▬ ▬▬ ▬▬▬ ▬▬▬▬ ▬▬ ▬▬▬ ▬▬▬▬ ▬▬ ▬▬▬ ▬▬▬▬ ▬▬ ▬▬▬ ▬▬▬▬ ▬▬ ▬▬▬ ▬▬▬▬ ▬▬ ▬▬▬ ▬▬▬▬ ▬▬ ▬▬▬ ▬▬▬▬ ▬▬ ▬▬▬ ▬▬▬▬ ▬▬ ▬▬▬ ▬▬▬▬ ▬▬ ▬▬▬ ▬▬▬▬ ▬▬ ▬▬▬ ▬▬▬▬ ▬▬ ▬▬▬ ▬▬▬▬ ▬▬ ▬▬▬ ▬▬▬▬ ▬▬ ▬▬▬ ▬▬▬▬ ▬▬ ▬▬▬ ▬▬▬▬ ▬▬ ▬▬▬ ▬▬▬▬ ▬▬ ▬▬▬ ▬▬▬▬ ▬▬ ▬▬▬ ▬▬▬▬ ▬▬ ▬▬▬ ▬▬▬▬ ▬▬ ▬▬▬ ▬▬▬▬ ▬▬ ▬▬▬ ▬▬▬▬ ▬▬ ▬▬▬ ▬▬▬▬ ▬▬ ▬▬▬ ▬▬▬▬ ▬▬ ▬▬▬ ▬▬▬▬ ▬▬ ▬▬▬ ▬▬▬▬ ▬▬ ▬▬▬ ▬▬▬▬ ▬▬ ▬▬▬ ▬▬▬▬ ▬▬ ▬▬▬ ▬▬▬▬ ▬▬ ▬▬▬ ▬▬▬▬ ▬▬ ▬▬▬ ▬▬▬▬ ▬▬ ▬▬▬ ▬▬▬▬ ▬▬ ▬▬▬ ▬▬▬▬ ▬▬ ▬▬▬ ▬▬▬▬ ▬▬ ▬▬▬ ▬▬▬▬ ▬▬ ▬▬▬ ▬▬▬▬ bbox=[481, 959, 712, 1244]
article-lead: ಪದ್ಮಶ್ರೀ ಪುರಸ್ಕೃತ ಸ್ವಾಮಿ ಶಿವಾನಂದರ ಅಧ್ಯಾತ್ಮಿಕ ಯೋಗ ಜೀವನದ ಮಹಾನ್ ಸಾಧನೆಯನ್ನು ಎಂದು ಚಿಕ್ಕಮಗಳೂರು ವಿದ್ಯಾರ್ಥಿಗಳು ಸ್ಮರಿಸಿದರು. bbox=[11, 627, 231, 668]
divider bbox=[11, 1333, 1191, 1335]
article-headline: ಪದ್ಮಶ್ರೀ ಪುರಸ್ಕೃತ ಯೋಗಗುರು ಶಿವಾನಂದರ ನಿಧನಕ್ಕೆ ಸಂತಾಪ bbox=[11, 516, 375, 600]
sidebar-continuation: ▬▬ ▬▬▬ ▬▬▬▬ ▬▬ ▬▬▬ ▬▬▬▬ ▬▬ ▬▬▬ ▬▬▬▬ ▬▬ ▬▬▬ ▬▬▬▬ ▬▬ ▬▬▬ ▬▬▬▬ ▬▬ ▬▬▬ ▬▬▬▬ ▬▬ ▬▬▬ ▬▬▬▬ ▬▬ ▬▬▬ ▬▬▬▬ ▬▬ ▬▬▬ ▬▬▬▬ ▬▬ ▬▬▬ ▬▬▬▬ ▬▬ ▬▬▬ ▬▬▬▬ ▬▬ ▬▬▬ ▬▬▬▬ ▬▬ ▬▬▬ ▬▬▬▬ ▬▬ ▬▬▬ ▬▬▬▬ ▬▬ ▬▬▬ ▬▬▬▬ ▬▬ ▬▬▬ ▬▬▬▬ ▬▬ ▬▬▬ ▬▬▬▬ ▬▬ ▬▬▬ ▬▬▬▬ ▬▬ ▬▬▬ ▬▬▬▬ ▬▬ ▬▬▬ ▬▬▬▬ ▬▬ ▬▬▬ ▬▬▬▬ bbox=[1211, 163, 1510, 259]
weekday: ಮಂಗಳವಾರ bbox=[1283, 50, 1338, 66]
sidebar-continuation: ▬▬ ▬▬▬ ▬▬▬▬ ▬▬ ▬▬▬ ▬▬▬▬ ▬▬ ▬▬▬ ▬▬▬▬ ▬▬ ▬▬▬ ▬▬▬▬ ▬▬ ▬▬▬ ▬▬▬▬ ▬▬ ▬▬▬ ▬▬▬▬ ▬▬ ▬▬▬ ▬▬▬▬ ▬▬ ▬▬▬ ▬▬▬▬ ▬▬ ▬▬▬ ▬▬▬▬ ▬▬ ▬▬▬ ▬▬▬▬ ▬▬ ▬▬▬ ▬▬▬▬ ▬▬ ▬▬▬ ▬▬▬▬ ▬▬ ▬▬▬ ▬▬▬▬ ▬▬ ▬▬▬ ▬▬▬▬ ▬▬ ▬▬▬ ▬▬▬▬ ▬▬ ▬▬▬ ▬▬▬▬ ▬▬ ▬▬▬ ▬▬▬▬ ▬▬ ▬▬▬ ▬▬▬▬ ▬▬ ▬▬▬ ▬▬▬▬ ▬▬ ▬▬▬ ▬▬▬▬ ▬▬ ▬▬▬ ▬▬▬▬ ▬▬ ▬▬▬ ▬▬▬▬ ▬▬ ▬▬▬ ▬▬▬▬ ▬▬ ▬▬▬ ▬▬▬▬ ▬▬ ▬▬▬ ▬▬▬▬ ▬▬ ▬▬▬ ▬▬▬▬ ▬▬ ▬▬▬ ▬▬▬▬ ▬▬ ▬▬▬ ▬▬▬▬ ▬▬ ▬▬▬ ▬▬▬▬ ▬▬ ▬▬▬ ▬▬▬▬ ▬▬ ▬▬▬ ▬▬▬▬ ▬▬ ▬▬▬ ▬▬▬▬ ▬▬ ▬▬▬ ▬▬▬▬ ▬▬ ▬▬▬ ▬▬▬▬ ▬▬ ▬▬▬ ▬▬▬▬ bbox=[1211, 499, 1510, 651]
article-body-mid: ▬▬ ▬▬▬ ▬▬▬▬ ▬▬ ▬▬▬ ▬▬▬▬ ▬▬ ▬▬▬ ▬▬▬▬ ▬▬ ▬▬▬ ▬▬▬▬ ▬▬ ▬▬▬ ▬▬▬▬ ▬▬ ▬▬▬ ▬▬▬▬ ▬▬ ▬▬▬ ▬▬▬▬ ▬▬ ▬▬▬ ▬▬▬▬ ▬▬ ▬▬▬ ▬▬▬▬ ▬▬ ▬▬▬ ▬▬▬▬ ▬▬ ▬▬▬ ▬▬▬▬ ▬▬ ▬▬▬ ▬▬▬▬ ▬▬ ▬▬▬ ▬▬▬▬ ▬▬ ▬▬▬ ▬▬▬▬ ▬▬ ▬▬▬ ▬▬▬▬ ▬▬ ▬▬▬ ▬▬▬▬ ▬▬ ▬▬▬ ▬▬▬▬ ▬▬ ▬▬▬ ▬▬▬▬ ▬▬ ▬▬▬ ▬▬▬▬ ▬▬ ▬▬▬ ▬▬▬▬ ▬▬ ▬▬▬ ▬▬▬▬ ▬▬ ▬▬▬ ▬▬▬▬ ▬▬ ▬▬▬ ▬▬▬▬ ▬▬ ▬▬▬ ▬▬▬▬ ▬▬ ▬▬▬ ▬▬▬▬ ▬▬ ▬▬▬ ▬▬▬▬ ▬▬ ▬▬▬ ▬▬▬▬ ▬▬ ▬▬▬ ▬▬▬▬ bbox=[308, 313, 592, 455]
felicitation-photo bbox=[320, 1952, 550, 2123]
meeting-photo bbox=[308, 184, 594, 307]
article-lead: ವಿದ್ಯಾರ್ಥಿಗಳಿಗೆ ಗುಣಮಟ್ಟದ ಶಿಕ್ಷಣ ನೀಡಲು ಪ್ರತಿ ಗ್ರಾಮ ಪಂಚಾಯಿತಿಗೊಂದು ಕಾನ್ವೆಂಟ್ ಮಾದರಿ ಶಾಲೆ ನಿರ್ಮಿಸಲಾಗುವುದು ಎಂದು ಆಹಾರ ಮತ್ತು ನಾಗರಿಕ ಸರಬರಾಜು ಸಚಿವ ಕೆ.ಹೆಚ್ ಮುನಿಯಪ್ಪ ತಿಳಿಸಿದರು. bbox=[481, 637, 712, 677]
article-headline: ಬೈಪನಹಳ್ಳಿ ವೆಂಕಟರಮಣ ಸ್ವಾಮಿ ದೇವಾಲಯ ಜೀರ್ಣೋದ್ಧಾರ ನಾಳೆ bbox=[706, 1343, 1176, 1416]
article-headline: ದೇಶದ ಅಭಿವೃದ್ಧಿಗೆ ಒಟ್ಟಾಗಿ ಶ್ರಮಿಸಿ bbox=[11, 1343, 512, 1394]
photo-caption: ವಿಜಯಪುರ ಪಟ್ಟಣದಲ್ಲಿ ಪುರಸಭೆ ಅಧಿಕಾರಿಗಳು ದಾಳಿ ನಡೆಸಿ ಪ್ಲಾಸ್ಟಿಕ್ ವಶಪಡಿಸಿಕೊಂಡರು. bbox=[853, 2354, 1116, 2365]
school-event-photo bbox=[720, 636, 1191, 778]
article-lead: ತಾಲೂಕಿನ ಬೈಪನಹಳ್ಳಿ ಗ್ರಾಮದ ಶ್ರೀ ವೆಂಕಟರಮಣ ಸ್ವಾಮಿ ದೇವಾಲಯದ ಜೀರ್ಣೋದ್ಧಾರ ಕಾರ್ಯಕ್ರಮವು ನಾಳೆ ನಡೆಯಲಿದೆ. bbox=[724, 1436, 1085, 1448]
sidebar-text: ಮಂಡ್ಯ: ನಗರದ ರೈಲ್ವೆ ನಿಲ್ದಾಣದ ಬಳಿ ಸುಮಾರು 40 ರಿಂದ 45 ವರ್ಷ ವಯಸ್ಸಿನ ಅಪರಿಚಿತ ಗಂಡಸಿನ ಶವ ಪತ್ತೆಯಾಗಿದೆ. bbox=[1211, 843, 1510, 869]
dateline: ವಿಜಯಪುರ: bbox=[853, 2006, 892, 2017]
masthead-logo bbox=[1186, 5, 1428, 86]
sidebar-text: ಮಂಡ್ಯ: ವಿಧಾನ ಸಭಾ ಸಚಿವಾಲಯದ ಪ್ರಗತಿ ಪರಿಶೀಲನಾ ಸಭೆಯು ಮೇ 19 ರಂದು ಜಿಲ್ಲಾ ಪಂಚಾಯತ್ ಸಭಾಂಗಣದಲ್ಲಿ ನಡೆಯಲಿದೆ. bbox=[1211, 296, 1510, 322]
sidebar-text: ಮಂಡ್ಯ: ಹೊನ್ನಾಗನಹಳ್ಳಿ ಬಳಿ ಅಪರಿಚಿತ ವ್ಯಕ್ತಿಯ ಶವ ಪತ್ತೆಯಾಗಿದ್ದು, ವಾರಸುದಾರರು ಪೊಲೀಸ್ ಠಾಣೆ ಸಂಪರ್ಕಿಸಬೇಕು. bbox=[1211, 687, 1510, 713]
dateline: ವಿಜಯಪುರ: bbox=[11, 1405, 50, 1417]
article-body-lower: ▬▬ ▬▬▬ ▬▬▬▬ ▬▬ ▬▬▬ ▬▬▬▬ ▬▬ ▬▬▬ ▬▬▬▬ ▬▬ ▬▬▬ ▬▬▬▬ ▬▬ ▬▬▬ ▬▬▬▬ ▬▬ ▬▬▬ ▬▬▬▬ ▬▬ ▬▬▬ ▬▬▬▬ ▬▬ ▬▬▬ ▬▬▬▬ ▬▬ ▬▬▬ ▬▬▬▬ ▬▬ ▬▬▬ ▬▬▬▬ ▬▬ ▬▬▬ ▬▬▬▬ ▬▬ ▬▬▬ ▬▬▬▬ ▬▬ ▬▬▬ ▬▬▬▬ ▬▬ ▬▬▬ ▬▬▬▬ ▬▬ ▬▬▬ ▬▬▬▬ ▬▬ ▬▬▬ ▬▬▬▬ ▬▬ ▬▬▬ ▬▬▬▬ ▬▬ ▬▬▬ ▬▬▬▬ ▬▬ ▬▬▬ ▬▬▬▬ ▬▬ ▬▬▬ ▬▬▬▬ ▬▬ ▬▬▬ ▬▬▬▬ ▬▬ ▬▬▬ ▬▬▬▬ ▬▬ ▬▬▬ ▬▬▬▬ ▬▬ ▬▬▬ ▬▬▬▬ ▬▬ ▬▬▬ ▬▬▬▬ ▬▬ ▬▬▬ ▬▬▬▬ ▬▬ ▬▬▬ ▬▬▬▬ ▬▬ ▬▬▬ ▬▬▬▬ ▬▬ ▬▬▬ ▬▬▬▬ ▬▬ ▬▬▬ ▬▬▬▬ ▬▬ ▬▬▬ ▬▬▬▬ ▬▬ ▬▬▬ ▬▬▬▬ ▬▬ ▬▬▬ ▬▬▬▬ ▬▬ ▬▬▬ ▬▬▬▬ ▬▬ ▬▬▬ ▬▬▬▬ ▬▬ ▬▬▬ ▬▬▬▬ ▬▬ ▬▬▬ ▬▬▬▬ ▬▬ ▬▬▬ ▬▬▬▬ ▬▬ ▬▬▬ ▬▬▬▬ ▬▬ ▬▬▬ ▬▬▬▬ ▬▬ ▬▬▬ ▬▬▬▬ ▬▬ ▬▬▬ ▬▬▬▬ ▬▬ ▬▬▬ ▬▬▬▬ ▬▬ ▬▬▬ ▬▬▬▬ ▬▬ ▬▬▬ ▬▬▬▬ ▬▬ ▬▬▬ ▬▬▬▬ ▬▬ ▬▬▬ ▬▬▬▬ ▬▬ ▬▬▬ ▬▬▬▬ ▬▬ ▬▬▬ ▬▬▬▬ ▬▬ ▬▬▬ ▬▬▬▬ ▬▬ ▬▬▬ ▬▬▬▬ ▬▬ ▬▬▬ ▬▬▬▬ ▬▬ ▬▬▬ ▬▬▬▬ ▬▬ ▬▬▬ ▬▬▬▬ bbox=[691, 1664, 1191, 1806]
dateline: ಕೋಲಾರ: bbox=[691, 1436, 723, 1448]
plastic-seized-photo bbox=[853, 2113, 1193, 2350]
article-body: ವಿಜಯಪುರ: ಪುರಸಭೆ ಆರೋಗ್ಯ ವಿಭಾಗದ ಸಿಬ್ಬಂದಿ ಪಟ್ಟಣದ ಅಂಗಡಿ, ಹೋಟೆಲ್ ಹಾಗೂ ಸ್ಟೋರ್‌ಗಳ ಮೇಲೆ ದಿಢೀರ್ ದಾಳಿ ನಡೆಸಿ ನಿಷೇಧಿತ ಪ್ಲಾಸ್ಟಿಕ್ ವಶಪಡಿಸಿಕೊಂಡರು. ▬▬ ▬▬▬ ▬▬▬▬ ▬▬ ▬▬▬ ▬▬▬▬ ▬▬ ▬▬▬ ▬▬▬▬ ▬▬ ▬▬▬ ▬▬▬▬ ▬▬ ▬▬▬ ▬▬▬▬ ▬▬ ▬▬▬ ▬▬▬▬ bbox=[853, 2006, 1191, 2061]
sidebar-heading: 19ರಂದು ಪ್ರಗತಿ ಪರಿಶೀಲನಾ ಸಭೆ bbox=[1211, 272, 1406, 293]
article-body-continued: ▬▬ ▬▬▬ ▬▬▬▬ ▬▬ ▬▬▬ ▬▬▬▬ ▬▬ ▬▬▬ ▬▬▬▬ ▬▬ ▬▬▬ ▬▬▬▬ ▬▬ ▬▬▬ ▬▬▬▬ ▬▬ ▬▬▬ ▬▬▬▬ ▬▬ ▬▬▬ ▬▬▬▬ ▬▬ ▬▬▬ ▬▬▬▬ ▬▬ ▬▬▬ ▬▬▬▬ ▬▬ ▬▬▬ ▬▬▬▬ ▬▬ ▬▬▬ ▬▬▬▬ ▬▬ ▬▬▬ ▬▬▬▬ ▬▬ ▬▬▬ ▬▬▬▬ ▬▬ ▬▬▬ ▬▬▬▬ ▬▬ ▬▬▬ ▬▬▬▬ ▬▬ ▬▬▬ ▬▬▬▬ ▬▬ ▬▬▬ ▬▬▬▬ ▬▬ ▬▬▬ ▬▬▬▬ ▬▬ ▬▬▬ ▬▬▬▬ ▬▬ ▬▬▬ ▬▬▬▬ ▬▬ ▬▬▬ ▬▬▬▬ ▬▬ ▬▬▬ ▬▬▬▬ ▬▬ ▬▬▬ ▬▬▬▬ ▬▬ ▬▬▬ ▬▬▬▬ ▬▬ ▬▬▬ ▬▬▬▬ ▬▬ ▬▬▬ ▬▬▬▬ ▬▬ ▬▬▬ ▬▬▬▬ ▬▬ ▬▬▬ ▬▬▬▬ ▬▬ ▬▬▬ ▬▬▬▬ ▬▬ ▬▬▬ ▬▬▬▬ ▬▬ ▬▬▬ ▬▬▬▬ ▬▬ ▬▬▬ ▬▬▬▬ ▬▬ ▬▬▬ ▬▬▬▬ ▬▬ ▬▬▬ ▬▬▬▬ ▬▬ ▬▬▬ ▬▬▬▬ ▬▬ ▬▬▬ ▬▬▬▬ ▬▬ ▬▬▬ ▬▬▬▬ ▬▬ ▬▬▬ ▬▬▬▬ ▬▬ ▬▬▬ ▬▬▬▬ ▬▬ ▬▬▬ ▬▬▬▬ ▬▬ ▬▬▬ ▬▬▬▬ ▬▬ ▬▬▬ ▬▬▬▬ ▬▬ ▬▬▬ ▬▬▬▬ ▬▬ ▬▬▬ ▬▬▬▬ ▬▬ ▬▬▬ ▬▬▬▬ ▬▬ ▬▬▬ ▬▬▬▬ ▬▬ ▬▬▬ ▬▬▬▬ ▬▬ ▬▬▬ ▬▬▬▬ ▬▬ ▬▬▬ ▬▬▬▬ ▬▬ ▬▬▬ ▬▬▬▬ ▬▬ ▬▬▬ ▬▬▬▬ ▬▬ ▬▬▬ ▬▬▬▬ ▬▬ ▬▬▬ ▬▬▬▬ ▬▬ ▬▬▬ ▬▬▬▬ ▬▬ ▬▬▬ ▬▬▬▬ ▬▬ ▬▬▬ ▬▬▬▬ ▬▬ ▬▬▬ ▬▬▬▬ ▬▬ ▬▬▬ ▬▬▬▬ ▬▬ ▬▬▬ ▬▬▬▬ ▬▬ ▬▬▬ ▬▬▬▬ ▬▬ ▬▬▬ ▬▬▬▬ ▬▬ ▬▬▬ ▬▬▬▬ ▬▬ ▬▬▬ ▬▬▬▬ ▬▬ ▬▬▬ ▬▬▬▬ ▬▬ ▬▬▬ ▬▬▬▬ ▬▬ ▬▬▬ ▬▬▬▬ ▬▬ ▬▬▬ ▬▬▬▬ ▬▬ ▬▬▬ ▬▬▬▬ ▬▬ ▬▬▬ ▬▬▬▬ ▬▬ ▬▬▬ ▬▬▬▬ ▬▬ ▬▬▬ ▬▬▬▬ ▬▬ ▬▬▬ ▬▬▬▬ ▬▬ ▬▬▬ ▬▬▬▬ ▬▬ ▬▬▬ ▬▬▬▬ ▬▬ ▬▬▬ ▬▬▬▬ ▬▬ ▬▬▬ ▬▬▬▬ ▬▬ ▬▬▬ ▬▬▬▬ ▬▬ ▬▬▬ ▬▬▬▬ ▬▬ ▬▬▬ ▬▬▬▬ ▬▬ ▬▬▬ ▬▬▬▬ ▬▬ ▬▬▬ ▬▬▬▬ ▬▬ ▬▬▬ ▬▬▬▬ ▬▬ ▬▬▬ ▬▬▬▬ ▬▬ ▬▬▬ ▬▬▬▬ ▬▬ ▬▬▬ ▬▬▬▬ bbox=[720, 784, 1191, 1055]
article-headline: ಪ್ರತಿ ಗ್ರಾಪಂಗೊಂದು ಕಾನ್ವೆಂಟ್ ಮಾದರಿ ಶಾಲೆ ನಿರ್ಮಾಣ:ಸಚಿವ ಮುನಿಯಪ್ಪ bbox=[569, 516, 1103, 600]
sidebar-phone: ದೂ:08232-224200/ 9480804847/ 9480804808/ 082332-224888 bbox=[1211, 795, 1505, 807]
sidebar-text: ಮಂಡ್ಯ: ಶ್ರೀರಂಗಪಟ್ಟಣ ತಾಲ್ಲೂಕಿನ ಗಂಜಾಂನ ಶ್ರೀ ನಿಮಿಷಾಂಬ ದೇವಸ್ಥಾನದಲ್ಲಿ ಮೇ 7 ರಂದು ಶ್ರೀ ನಿಮಿಷಾಂಬ ಅಮ್ಮನವರ ವರ್ಧಂತಿ ಮಹೋತ್ಸವವು ನಡೆಯಲಿದೆ. bbox=[1211, 131, 1510, 157]
gathering-photo bbox=[11, 1636, 677, 1864]
article-body-side: ▬▬ ▬▬▬ ▬▬▬▬ ▬▬ ▬▬▬ ▬▬▬▬ ▬▬ ▬▬▬ ▬▬▬▬ ▬▬ ▬▬▬ ▬▬▬▬ ▬▬ ▬▬▬ ▬▬▬▬ ▬▬ ▬▬▬ ▬▬▬▬ ▬▬ ▬▬▬ ▬▬▬▬ ▬▬ ▬▬▬ ▬▬▬▬ ▬▬ ▬▬▬ ▬▬▬▬ ▬▬ ▬▬▬ ▬▬▬▬ ▬▬ ▬▬▬ ▬▬▬▬ ▬▬ ▬▬▬ ▬▬▬▬ ▬▬ ▬▬▬ ▬▬▬▬ ▬▬ ▬▬▬ ▬▬▬▬ ▬▬ ▬▬▬ ▬▬▬▬ ▬▬ ▬▬▬ ▬▬▬▬ ▬▬ ▬▬▬ ▬▬▬▬ ▬▬ ▬▬▬ ▬▬▬▬ ▬▬ ▬▬▬ ▬▬▬▬ ▬▬ ▬▬▬ ▬▬▬▬ ▬▬ ▬▬▬ ▬▬▬▬ ▬▬ ▬▬▬ ▬▬▬▬ ▬▬ ▬▬▬ ▬▬▬▬ ▬▬ ▬▬▬ ▬▬▬▬ ▬▬ ▬▬▬ ▬▬▬▬ ▬▬ ▬▬▬ ▬▬▬▬ ▬▬ ▬▬▬ ▬▬▬▬ ▬▬ ▬▬▬ ▬▬▬▬ ▬▬ ▬▬▬ ▬▬▬▬ ▬▬ ▬▬▬ ▬▬▬▬ ▬▬ ▬▬▬ ▬▬▬▬ ▬▬ ▬▬▬ ▬▬▬▬ bbox=[934, 1482, 1191, 1651]
article-lead: ಪುರಸಭೆ ಆರೋಗ್ಯ ವಿಭಾಗದ ಸಿಬ್ಬಂದಿ ಪಟ್ಟಣದ ಅಂಗಡಿ, ಹೋಟೆಲ್ ಹಾಗೂ ಸ್ಟೋರ್‌ಗಳ ಮೇಲೆ ದಿಢೀರ್ ದಾಳಿ ನಡೆಸಿ ನಿಷೇಧಿತ ಪ್ಲಾಸ್ಟಿಕ್ ವಶಪಡಿಸಿಕೊಂಡರು. bbox=[853, 2006, 1191, 2032]
divider bbox=[681, 1340, 683, 1866]
sidebar-continuation: ▬▬ ▬▬▬ ▬▬▬▬ ▬▬ ▬▬▬ ▬▬▬▬ ▬▬ ▬▬▬ ▬▬▬▬ ▬▬ ▬▬▬ ▬▬▬▬ ▬▬ ▬▬▬ ▬▬▬▬ ▬▬ ▬▬▬ ▬▬▬▬ ▬▬ ▬▬▬ ▬▬▬▬ ▬▬ ▬▬▬ ▬▬▬▬ ▬▬ ▬▬▬ ▬▬▬▬ ▬▬ ▬▬▬ ▬▬▬▬ ▬▬ ▬▬▬ ▬▬▬▬ ▬▬ ▬▬▬ ▬▬▬▬ ▬▬ ▬▬▬ ▬▬▬▬ bbox=[1211, 876, 1510, 930]
sidebar-item bbox=[1211, 272, 1510, 430]
sidebar-item bbox=[1211, 443, 1510, 652]
sidebar-item bbox=[1211, 820, 1510, 951]
issue-date: 6.5.2025 bbox=[1283, 66, 1351, 83]
sidebar-continuation: ▬▬ ▬▬▬ ▬▬▬▬ ▬▬ ▬▬▬ ▬▬▬▬ ▬▬ ▬▬▬ ▬▬▬▬ ▬▬ ▬▬▬ ▬▬▬▬ ▬▬ ▬▬▬ ▬▬▬▬ ▬▬ ▬▬▬ ▬▬▬▬ ▬▬ ▬▬▬ ▬▬▬▬ ▬▬ ▬▬▬ ▬▬▬▬ ▬▬ ▬▬▬ ▬▬▬▬ ▬▬ ▬▬▬ ▬▬▬▬ ▬▬ ▬▬▬ ▬▬▬▬ ▬▬ ▬▬▬ ▬▬▬▬ ▬▬ ▬▬▬ ▬▬▬▬ ▬▬ ▬▬▬ ▬▬▬▬ ▬▬ ▬▬▬ ▬▬▬▬ ▬▬ ▬▬▬ ▬▬▬▬ ▬▬ ▬▬▬ ▬▬▬▬ bbox=[1211, 329, 1510, 410]
divider bbox=[471, 515, 473, 1330]
dateline: ಬೆಂ.ಗ್ರಾ.: bbox=[11, 180, 41, 192]
sidebar-heading: ನಿಮಿಷಾಂಬ ಅಮ್ಮನವರ ವರ್ಧಂತಿ bbox=[1211, 107, 1400, 127]
sidebar-item bbox=[1211, 663, 1510, 808]
article-lead: ಪರಿಶಿಷ್ಟ ಜಾತಿ ಒಳ ಮೀಸಲಾತಿ ಸಮೀಕ್ಷೆಯು ಇಂದಿನಿಂದ ಜಿಲ್ಲೆಯಲ್ಲಿ ಆರಂಭಗೊಂಡಿದ್ದು, ಗಣತಿದಾರರು ಮನೆ ಮನೆಗೆ ಭೇಟಿ ನೀಡಿ ಮೊಬೈಲ್ ಆಪ್ ಮೂಲಕ ಸಮೀಕ್ಷೆ ನಡೆಸುವರು ಎಂದು ಜಿಲ್ಲಾಧಿಕಾರಿ ತಿಳಿಸಿದರು. bbox=[11, 180, 150, 250]
sidebar-item bbox=[1211, 107, 1510, 261]
